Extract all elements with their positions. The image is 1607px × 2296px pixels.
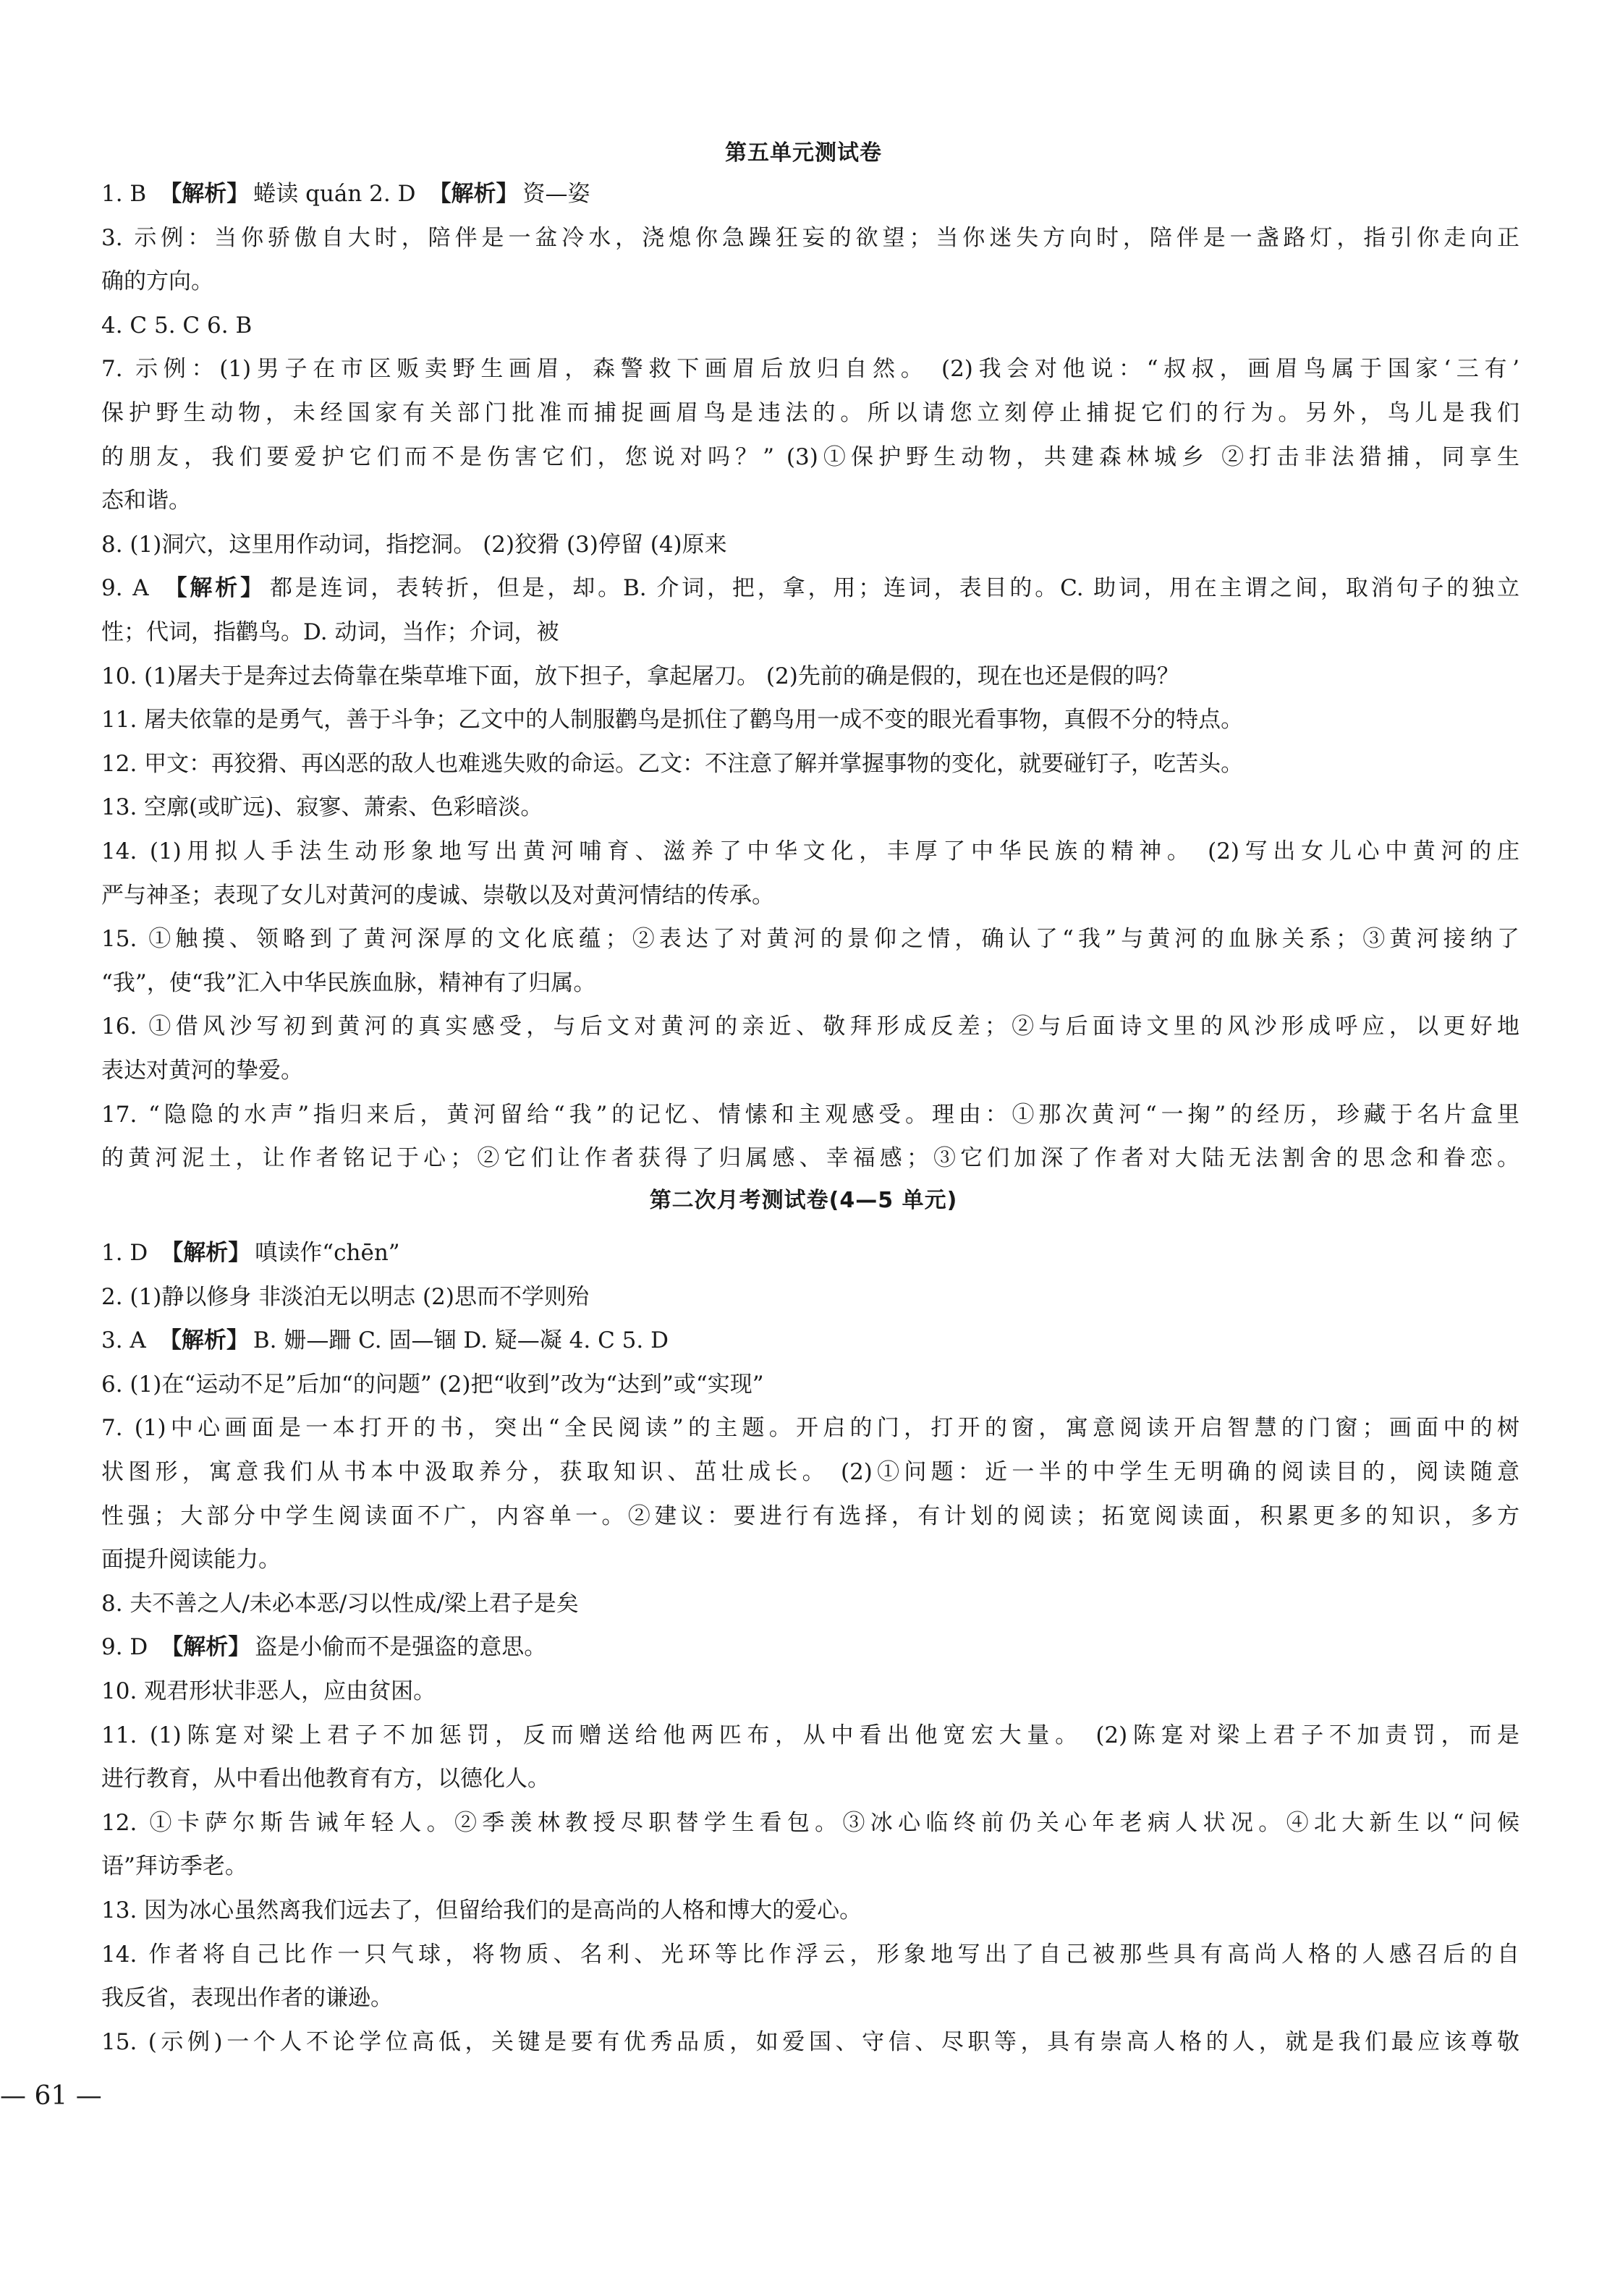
answer-text: 的朋友，我们要爱护它们而不是伤害它们，您说对吗？” (3)①保护野生动物，共建森林城乡 ②打击非法猎捕，同享生 (101, 444, 1519, 470)
answer-text: 15. ①触摸、领略到了黄河深厚的文化底蕴；②表达了对黄河的景仰之情，确认了“我”与黄河的血脉关系；③黄河接纳了 (101, 926, 1519, 952)
analysis-tag: 【解析】 (159, 181, 250, 207)
answer-line (101, 1677, 1519, 1706)
analysis-tag: 【解析】 (161, 1634, 251, 1660)
answer-text: 14. 作者将自己比作一只气球，将物质、名利、光环等比作浮云，形象地写出了自己被那些具有高尚人格的人感召后的自 (101, 1942, 1519, 1968)
answer-text: 性强；大部分中学生阅读面不广，内容单一。②建议：要进行有选择，有计划的阅读；拓宽阅读面，积累更多的知识，多方 (101, 1503, 1519, 1529)
answer-text: 状图形，寓意我们从书本中汲取养分，获取知识、茁壮成长。 (2)①问题：近一半的中学生无明确的阅读目的，阅读随意 (101, 1459, 1519, 1485)
answer-line (101, 2028, 1519, 2057)
answer-text: 15. (示例)一个人不论学位高低，关键是要有优秀品质，如爱国、守信、尽职等，具有崇高人格的人，就是我们最应该尊敬 (101, 2029, 1519, 2055)
answer-text: 嗔读作“chēn” (255, 1240, 400, 1266)
answer-text: 盗是小偷而不是强盗的意思。 (255, 1634, 547, 1660)
answer-line (101, 399, 1519, 428)
answer-line (101, 530, 1519, 559)
answer-text: 13. 空廓(或旷远)、寂寥、萧索、色彩暗淡。 (101, 794, 543, 820)
answer-line (101, 1100, 1519, 1129)
answer-line (101, 1984, 1519, 2012)
answer-line (101, 1012, 1519, 1041)
answer-text: 6. (1)在“运动不足”后加“的问题” (2)把“收到”改为“达到”或“实现” (101, 1372, 764, 1398)
answer-text: 态和谐。 (101, 488, 191, 514)
answer-text: 资—姿 (522, 181, 590, 207)
answer-line (101, 486, 1519, 515)
answer-text: 7. (1)中心画面是一本打开的书，突出“全民阅读”的主题。开启的门，打开的窗，寓意阅读开启智慧的门窗；画面中的树 (101, 1415, 1519, 1441)
analysis-tag: 【解析】 (158, 1327, 249, 1353)
answer-text: 8. (1)洞穴，这里用作动词，指挖洞。 (2)狡猾 (3)停留 (4)原来 (101, 532, 727, 558)
answer-text: 17. “隐隐的水声”指归来后，黄河留给“我”的记忆、情愫和主观感受。理由：①那次黄河“一掬”的经历，珍藏于名片盒里 (101, 1102, 1519, 1128)
answer-text: 8. 夫不善之人/未必本恶/习以性成/梁上君子是矣 (101, 1591, 579, 1617)
answer-line (101, 1326, 1519, 1355)
answer-line (101, 1808, 1519, 1837)
answer-line (101, 881, 1519, 910)
answer-text: 10. 观君形状非恶人，应由贫困。 (101, 1678, 436, 1704)
analysis-tag: 【解析】 (428, 181, 519, 207)
answer-text: 严与神圣；表现了女儿对黄河的虔诚、崇敬以及对黄河情结的传承。 (101, 883, 774, 909)
answer-line (101, 1458, 1519, 1487)
answer-text: 11. 屠夫依靠的是勇气，善于斗争；乙文中的人制服鹳鸟是抓住了鹳鸟用一成不变的眼光看事物，真假不分的特点。 (101, 707, 1244, 733)
answer-text: 4. C 5. C 6. B (101, 312, 253, 339)
answer-text: 9. A (101, 575, 149, 601)
answer-line (101, 705, 1519, 734)
answer-text: 我反省，表现出作者的谦逊。 (101, 1985, 393, 2011)
answer-text: 2. (1)静以修身 非淡泊无以明志 (2)思而不学则殆 (101, 1284, 589, 1310)
answer-text: 14. (1)用拟人手法生动形象地写出黄河哺育、滋养了中华文化，丰厚了中华民族的精神。 (2)写出女儿心中黄河的庄 (101, 838, 1519, 864)
answer-line (101, 1940, 1519, 1969)
answer-text: 保护野生动物，未经国家有关部门批准而捕捉画眉鸟是违法的。所以请您立刻停止捕捉它们的行为。另外，鸟儿是我们 (101, 400, 1519, 426)
answer-line (101, 618, 1519, 647)
answer-text: 确的方向。 (101, 268, 213, 294)
answer-line (101, 574, 1519, 603)
answer-line (101, 837, 1519, 866)
answer-text: 面提升阅读能力。 (101, 1547, 281, 1573)
answer-line (101, 662, 1519, 691)
answer-line (101, 179, 1519, 208)
answer-line (101, 1370, 1519, 1399)
analysis-tag: 【解析】 (161, 1240, 251, 1266)
answer-text: 进行教育，从中看出他教育有方，以德化人。 (101, 1766, 550, 1792)
answer-text: 都是连词，表转折，但是，却。B. 介词，把，拿，用；连词，表目的。C. 助词，用在主谓之间，取消句子的独立 (269, 575, 1519, 601)
answer-line (101, 793, 1519, 822)
analysis-tag: 【解析】 (161, 575, 266, 601)
answer-line (101, 1056, 1519, 1085)
answer-line (101, 1764, 1519, 1793)
answer-line (101, 1144, 1519, 1173)
answer-line (101, 1589, 1519, 1618)
answer-text: 3. 示例：当你骄傲自大时，陪伴是一盆冷水，浇熄你急躁狂妄的欲望；当你迷失方向时，陪伴是一盏路灯，指引你走向正 (101, 225, 1519, 251)
answer-line (101, 749, 1519, 778)
answer-line (101, 1896, 1519, 1925)
answer-text: 10. (1)屠夫于是奔过去倚靠在柴草堆下面，放下担子，拿起屠刀。 (2)先前的确是假的，现在也还是假的吗？ (101, 663, 1179, 689)
page-number: — 61 — (0, 2081, 102, 2111)
answer-text: 3. A (101, 1327, 146, 1353)
answer-text: 12. 甲文：再狡猾、再凶恶的敌人也难逃失败的命运。乙文：不注意了解并掌握事物的变化，就要碰钉子，吃苦头。 (101, 751, 1244, 777)
answer-line (101, 1502, 1519, 1531)
answer-text: 蜷读 quán 2. D (253, 181, 416, 207)
answer-text: B. 姗—跚 C. 固—锢 D. 疑—凝 4. C 5. D (253, 1327, 669, 1353)
answer-text: 13. 因为冰心虽然离我们远去了，但留给我们的是高尚的人格和博大的爱心。 (101, 1897, 862, 1923)
answer-line (101, 1545, 1519, 1574)
answer-line (101, 1852, 1519, 1881)
answer-line (101, 224, 1519, 252)
answer-text: 表达对黄河的挚爱。 (101, 1058, 303, 1084)
answer-line (101, 1413, 1519, 1442)
answer-line (101, 969, 1519, 998)
answer-text: 16. ①借风沙写初到黄河的真实感受，与后文对黄河的亲近、敬拜形成反差；②与后面诗文里的风沙形成呼应，以更好地 (101, 1013, 1519, 1039)
answer-line (101, 1633, 1519, 1662)
answer-text: 1. D (101, 1240, 148, 1266)
answer-text: “我”，使“我”汇入中华民族血脉，精神有了归属。 (101, 970, 596, 996)
section-title: 第五单元测试卷 (725, 140, 882, 166)
answer-line (101, 267, 1519, 296)
answer-text: 9. D (101, 1634, 148, 1660)
answer-text: 1. B (101, 181, 147, 207)
answer-line (101, 1238, 1519, 1267)
answer-line (101, 1283, 1519, 1311)
answer-text: 11. (1)陈寔对梁上君子不加惩罚，反而赠送给他两匹布，从中看出他宽宏大量。 (2)陈寔对梁上君子不加责罚，而是 (101, 1722, 1519, 1748)
answer-text: 的黄河泥土，让作者铭记于心；②它们让作者获得了归属感、幸福感；③它们加深了作者对大陆无法割舍的思念和眷恋。 (101, 1145, 1519, 1171)
answer-line (101, 1721, 1519, 1750)
answer-text: 12. ①卡萨尔斯告诫年轻人。②季羡林教授尽职替学生看包。③冰心临终前仍关心年老病人状况。④北大新生以“问候 (101, 1810, 1519, 1836)
answer-line (101, 311, 1519, 340)
answer-text: 性；代词，指鹳鸟。D. 动词，当作；介词，被 (101, 619, 559, 645)
answer-line (101, 924, 1519, 953)
section-title: 第二次月考测试卷(4—5 单元) (649, 1188, 958, 1213)
answer-text: 语”拜访季老。 (101, 1853, 247, 1879)
answer-line (101, 354, 1519, 383)
answer-text: 7. 示例：(1)男子在市区贩卖野生画眉，森警救下画眉后放归自然。 (2)我会对他说：“叔叔，画眉鸟属于国家‘三有’ (101, 356, 1519, 382)
answer-line (101, 443, 1519, 472)
